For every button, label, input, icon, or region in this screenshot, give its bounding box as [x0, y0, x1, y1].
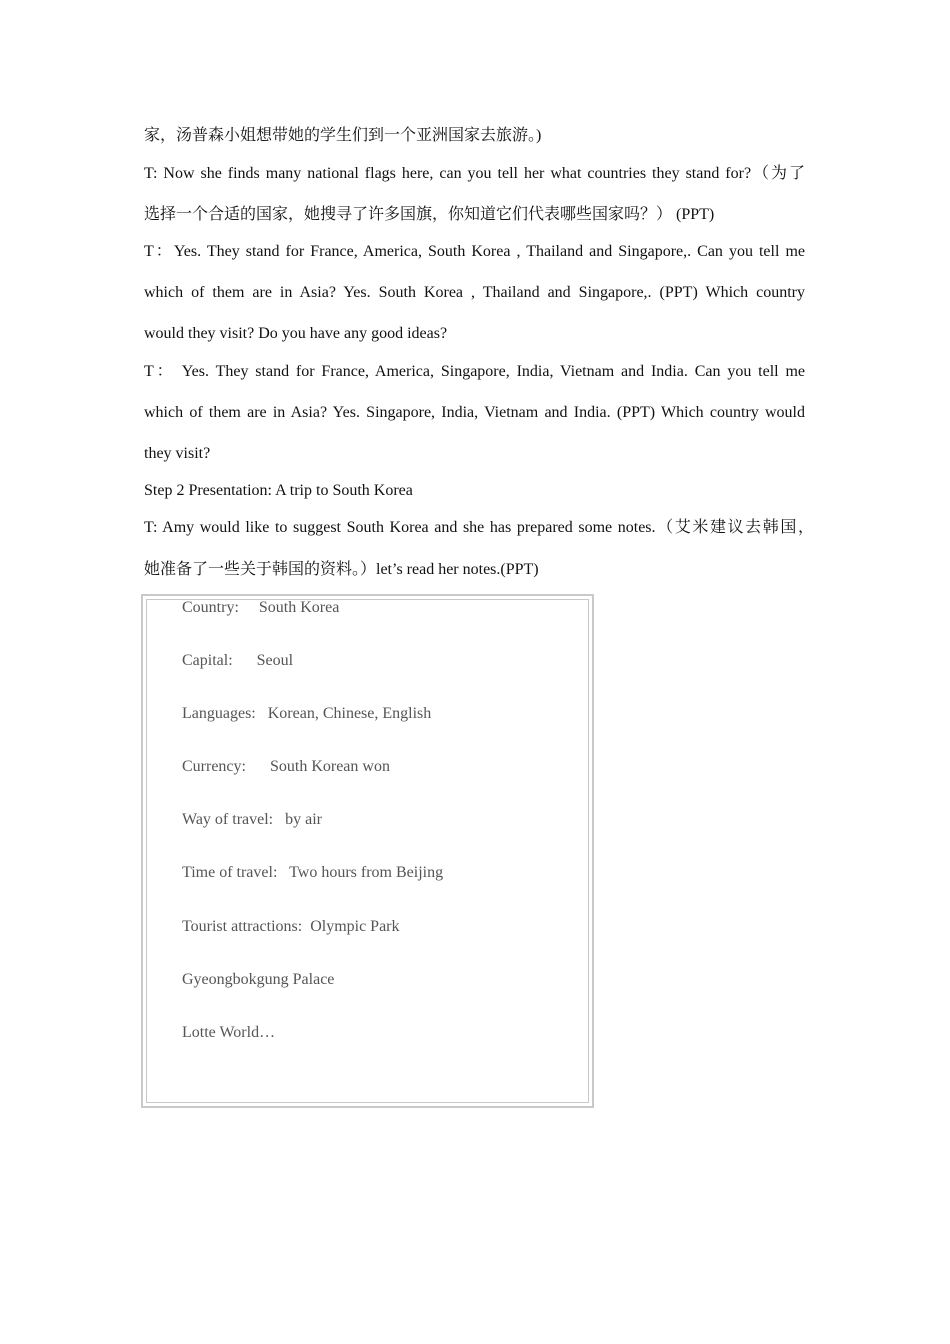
note-currency: Currency: South Korean won — [182, 758, 390, 775]
paragraph-line: T：Yes. They stand for France, America, South Korea , Thailand and Singapore,. Can you tell me — [144, 243, 805, 260]
note-tourist-attractions: Tourist attractions: Olympic Park — [182, 918, 400, 935]
paragraph-line: T： Yes. They stand for France, America, Singapore, India, Vietnam and India. Can you tell me — [144, 363, 806, 380]
note-way-of-travel: Way of travel: by air — [182, 811, 322, 828]
note-country: Country: South Korea — [182, 599, 340, 616]
note-attraction-item: Gyeongbokgung Palace — [182, 971, 335, 988]
note-capital: Capital: Seoul — [182, 652, 294, 669]
note-languages: Languages: Korean, Chinese, English — [182, 705, 432, 722]
paragraph-line: 选择一个合适的国家，她搜寻了许多国旗，你知道它们代表哪些国家吗？） (PPT) — [144, 206, 715, 223]
paragraph-line: T: Amy would like to suggest South Korea and she has prepared some notes.（艾米建议去韩国， — [144, 519, 814, 536]
paragraph-line: would they visit? Do you have any good ideas? — [144, 325, 448, 342]
paragraph-line: they visit? — [144, 445, 211, 462]
note-attraction-item: Lotte World… — [182, 1024, 276, 1041]
note-time-of-travel: Time of travel: Two hours from Beijing — [182, 864, 444, 881]
step-heading: Step 2 Presentation: A trip to South Korea — [144, 482, 413, 499]
paragraph-line: which of them are in Asia? Yes. Singapore, India, Vietnam and India. (PPT) Which country would — [144, 404, 805, 421]
paragraph-line: 家，汤普森小姐想带她的学生们到一个亚洲国家去旅游。) — [144, 127, 542, 144]
paragraph-line: 她准备了一些关于韩国的资料。）let’s read her notes.(PPT) — [144, 561, 539, 578]
paragraph-line: which of them are in Asia? Yes. South Korea , Thailand and Singapore,. (PPT) Which country — [144, 284, 805, 301]
paragraph-line: T: Now she finds many national flags here, can you tell her what countries they stand for?（为了 — [144, 165, 805, 182]
